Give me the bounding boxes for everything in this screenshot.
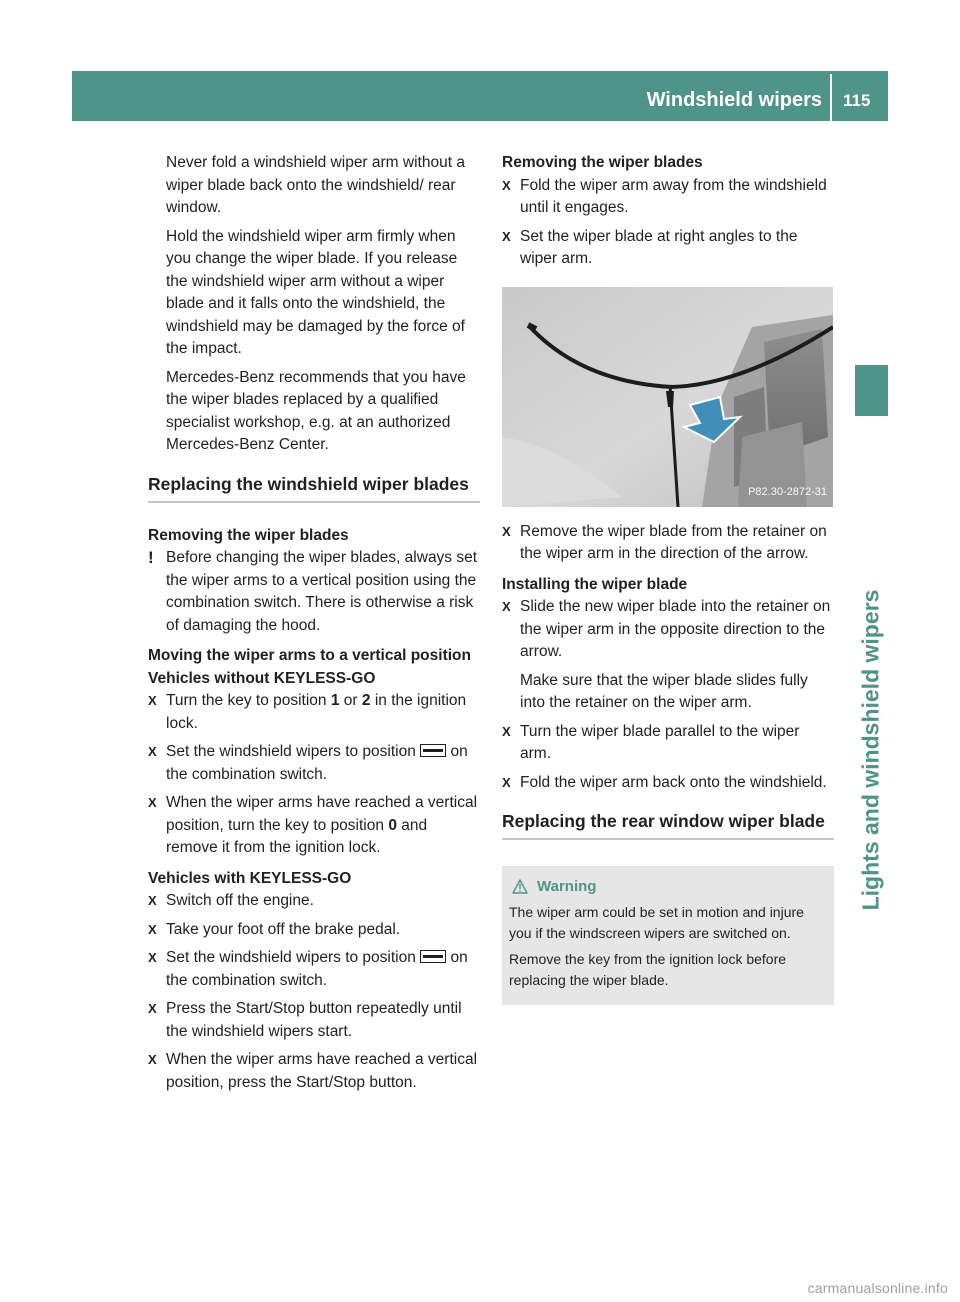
step-item: X Fold the wiper arm away from the windshield until it engages. xyxy=(502,176,827,216)
step-item: X Take your foot off the brake pedal. xyxy=(148,919,480,942)
wiper-position-icon xyxy=(420,950,446,963)
warning-box xyxy=(502,866,834,1005)
step-arrow-icon: X xyxy=(148,693,157,708)
step-note: Make sure that the wiper blade slides fully into the retainer on the wiper arm. xyxy=(520,671,808,711)
figure-code: P82.30-2872-31 xyxy=(748,486,827,498)
step-arrow-icon: X xyxy=(502,774,511,790)
step-item: X Slide the new wiper blade into the retainer on the wiper arm in the opposite direction to the arrow. xyxy=(502,598,831,660)
step-arrow-icon: X xyxy=(502,599,511,614)
section-heading: Replacing the windshield wiper blades xyxy=(148,473,480,503)
page-number: 115 xyxy=(843,91,871,110)
step-arrow-icon: X xyxy=(502,228,511,244)
warning-header xyxy=(509,876,827,898)
step-arrow-icon: X xyxy=(502,523,511,539)
step-arrow-icon: X xyxy=(148,744,157,759)
wiper-illustration xyxy=(502,287,833,507)
step-item: X Set the windshield wipers to position on the combination switch. xyxy=(148,743,468,783)
step-arrow-icon: X xyxy=(502,723,511,739)
step-item: X Press the Start/Stop button repeatedly until the windshield wipers start. xyxy=(148,1000,462,1040)
left-column xyxy=(148,152,480,1100)
footer-watermark: carmanualsonline.info xyxy=(807,1280,948,1296)
subheading-moving: Moving the wiper arms to a vertical position xyxy=(148,647,471,664)
step-arrow-icon: X xyxy=(148,950,157,965)
section-heading-rear: Replacing the rear window wiper blade xyxy=(502,810,834,840)
step-item: X When the wiper arms have reached a vertical position, press the Start/Stop button. xyxy=(148,1051,478,1091)
step-arrow-icon: X xyxy=(148,795,157,810)
step-item: X Set the windshield wipers to position on the combination switch. xyxy=(148,949,468,989)
step-arrow-icon: X xyxy=(148,921,157,937)
page-header-title: Windshield wipers xyxy=(646,89,822,111)
subheading-removing: Removing the wiper blades xyxy=(148,526,349,544)
step-item: X Set the wiper blade at right angles to the wiper arm. xyxy=(502,227,798,267)
step-arrow-icon: X xyxy=(148,893,157,908)
warning-triangle-icon xyxy=(512,879,528,894)
step-arrow-icon: X xyxy=(148,1052,157,1067)
damage-note-text: Before changing the wiper blades, always set the wiper arms to a vertical position using the combination switch. There is otherwise a risk of damaging the hood. xyxy=(166,549,478,634)
step-item: X Remove the wiper blade from the retainer on the wiper arm in the direction of the arrow. xyxy=(502,522,827,562)
step-item: X Turn the wiper blade parallel to the wiper arm. xyxy=(502,722,800,762)
step-item: X Fold the wiper arm back onto the windshield. xyxy=(502,772,834,795)
intro-paragraph: Mercedes-Benz recommends that you have the wiper blades replaced by a qualified specialist workshop, e.g. at an authorized Mercedes-Benz Center. xyxy=(166,368,466,453)
warning-text: The wiper arm could be set in motion and injure you if the windscreen wipers are switched on. xyxy=(509,903,804,941)
warning-text: Remove the key from the ignition lock before replacing the wiper blade. xyxy=(509,950,787,988)
step-item: X Turn the key to position 1 or 2 in the ignition lock. xyxy=(148,692,467,732)
exclamation-icon: ! xyxy=(148,548,154,567)
intro-paragraph: Hold the windshield wiper arm firmly when you change the wiper blade. If you release the windshield wiper arm without a wiper blade and it falls onto the windshield, the windshield may be damaged by the force of the impact. xyxy=(166,227,465,357)
right-column xyxy=(502,152,834,1005)
header-divider xyxy=(830,74,832,121)
step-item: X When the wiper arms have reached a vertical position, turn the key to position 0 and remove it from the ignition lock. xyxy=(148,794,478,856)
subheading-without-keyless: Vehicles without KEYLESS-GO xyxy=(148,669,376,687)
subheading-removing-blades: Removing the wiper blades xyxy=(502,154,703,171)
step-arrow-icon: X xyxy=(148,1001,157,1016)
step-item: X Switch off the engine. xyxy=(148,890,480,913)
subheading-with-keyless: Vehicles with KEYLESS-GO xyxy=(148,869,352,887)
wiper-position-icon xyxy=(420,744,446,757)
chapter-tab-marker xyxy=(855,365,888,416)
chapter-tab-label: Lights and windshield wipers xyxy=(857,589,884,911)
step-arrow-icon: X xyxy=(502,177,511,193)
warning-title: Warning xyxy=(537,878,597,895)
intro-paragraph: Never fold a windshield wiper arm without a wiper blade back onto the windshield/ rear window. xyxy=(166,154,465,216)
subheading-installing: Installing the wiper blade xyxy=(502,575,688,593)
damage-note xyxy=(148,547,480,637)
wiper-blade-photo xyxy=(502,287,833,507)
